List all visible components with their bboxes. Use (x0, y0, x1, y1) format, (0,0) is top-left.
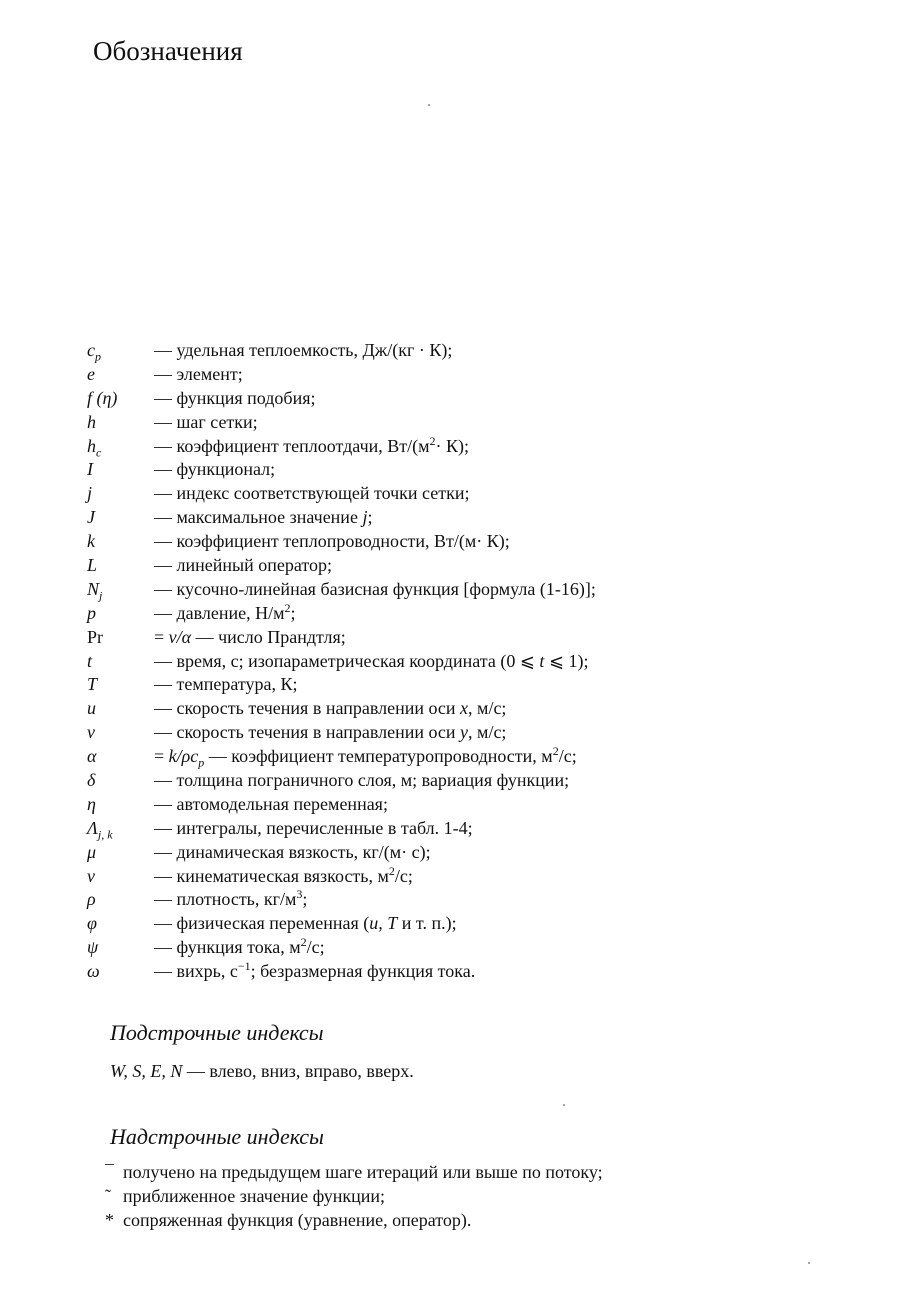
symbol: $c_p$ (87, 340, 101, 364)
symbol-description: — удельная теплоемкость, Дж/(кг · К); (154, 340, 453, 360)
symbol-row (0, 625, 898, 649)
symbol-row (0, 840, 898, 864)
symbol-description: — максимальное значение j; (154, 507, 373, 528)
symbol-row (0, 362, 898, 386)
symbol-description: — плотность, $кг/м^3$; (154, 887, 308, 910)
symbol: ω (87, 961, 100, 982)
symbol: ψ (87, 937, 99, 958)
symbol-description: — давление, $Н/м^2$; (154, 600, 296, 623)
symbol-row (0, 481, 898, 505)
scan-speck (428, 104, 430, 106)
symbol-description: — динамическая вязкость, кг/(м· с); (154, 841, 431, 862)
symbol: p (87, 602, 96, 623)
symbol-description: — элемент; (154, 363, 243, 384)
superscript-item (105, 1184, 603, 1208)
symbol: $h_c$ (87, 435, 102, 460)
symbol: α (87, 746, 97, 767)
symbol: t (87, 650, 93, 671)
symbol-row (0, 505, 898, 529)
superscript-item (105, 1208, 603, 1232)
symbol-row (0, 792, 898, 816)
symbol: μ (87, 841, 97, 862)
symbol-description: — функция подобия; (154, 387, 316, 408)
symbol: J (87, 507, 95, 528)
symbol-description: — индекс соответствующей точки сетки; (154, 483, 470, 504)
superscript-mark: ˜ (105, 1186, 111, 1206)
symbol-row (0, 816, 898, 840)
superscripts-list (105, 1160, 603, 1232)
superscript-description: получено на предыдущем шаге итераций или выше по потоку; (123, 1162, 603, 1182)
symbol-description: — автомодельная переменная; (154, 793, 388, 814)
symbol-description: — скорость течения в направлении оси y, м/с; (154, 722, 507, 743)
symbol: $\Lambda_{j, k}$ (87, 817, 113, 842)
symbol: j (87, 483, 93, 504)
symbol-row (0, 696, 898, 720)
subscripts-heading: Подстрочные индексы (110, 1020, 324, 1045)
symbol-row (0, 434, 898, 458)
symbol-description: — скорость течения в направлении оси x, м/с; (154, 698, 507, 719)
superscript-mark: * (105, 1210, 114, 1230)
symbol-row (0, 935, 898, 959)
symbol-row (0, 672, 898, 696)
scan-speck (563, 1104, 565, 1106)
symbol: f (η) (87, 387, 118, 408)
symbol-description: — шаг сетки; (154, 411, 258, 432)
symbol-row (0, 744, 898, 768)
superscript-item (105, 1160, 603, 1184)
symbol-description: — температура, К; (154, 674, 298, 695)
subscripts-line: W, S, E, N — влево, вниз, вправо, вверх. (110, 1061, 414, 1081)
superscript-description: приближенное значение функции; (123, 1186, 386, 1206)
symbol-row (0, 720, 898, 744)
symbol-row (0, 601, 898, 625)
symbol-description: — функция тока, $м^2/с$; (154, 935, 325, 958)
symbol-row (0, 768, 898, 792)
symbol-description: = $k/\rho c_p$ — коэффициент температуропроводности, $м^2/с$; (154, 744, 577, 770)
symbol-description: — функционал; (154, 459, 276, 480)
symbol: L (87, 555, 98, 576)
page-title: Обозначения (93, 36, 243, 66)
symbol-description: — время, с; изопараметрическая координата (0 ⩽ t ⩽ 1); (154, 650, 589, 671)
symbol-description: — коэффициент теплоотдачи, $Вт/(м^2\cdot К)$; (154, 433, 470, 456)
symbol: $N_j$ (87, 578, 103, 603)
symbol-description: — вихрь, $с^{-1}$; безразмерная функция тока. (154, 959, 476, 982)
symbol-row (0, 959, 898, 983)
symbol: T (87, 674, 98, 695)
symbol: I (87, 459, 93, 480)
symbol-row (0, 529, 898, 553)
symbol: k (87, 531, 95, 552)
symbol: e (87, 363, 95, 384)
symbol-description: — кусочно-линейная базисная функция [формула (1-16)]; (154, 578, 596, 599)
symbol-description: — интегралы, перечисленные в табл. 1-4; (154, 817, 473, 838)
superscript-mark: ¯ (105, 1162, 114, 1182)
symbol-row (0, 911, 898, 935)
symbol: ν (87, 865, 95, 886)
symbol-list (0, 338, 898, 983)
symbol: η (87, 793, 96, 814)
symbol: h (87, 411, 96, 432)
symbol-row (0, 553, 898, 577)
superscript-description: сопряженная функция (уравнение, оператор). (123, 1210, 472, 1230)
symbol-row (0, 386, 898, 410)
symbol-row (0, 338, 898, 362)
symbol-description: — линейный оператор; (154, 555, 333, 576)
symbol-description: — толщина пограничного слоя, м; вариация функции; (154, 770, 570, 791)
symbol-description: — кинематическая вязкость, $м^2/с$; (154, 863, 413, 886)
symbol: Pr (87, 626, 104, 647)
symbol-description: = ν/α — число Прандтля; (154, 626, 346, 647)
symbol-row (0, 410, 898, 434)
symbol-row (0, 649, 898, 673)
symbol: δ (87, 770, 96, 791)
symbol-description: — коэффициент теплопроводности, Вт/(м· К); (154, 531, 510, 552)
symbol: φ (87, 913, 97, 934)
superscripts-heading: Надстрочные индексы (110, 1124, 324, 1149)
symbol-row (0, 577, 898, 601)
symbol: ρ (87, 889, 96, 910)
symbol-row (0, 457, 898, 481)
symbol-row (0, 864, 898, 888)
symbol-description: — физическая переменная (u, T и т. п.); (154, 913, 457, 934)
scan-speck (808, 1262, 810, 1264)
symbol-row (0, 887, 898, 911)
symbol: v (87, 722, 95, 743)
symbol: u (87, 698, 96, 719)
